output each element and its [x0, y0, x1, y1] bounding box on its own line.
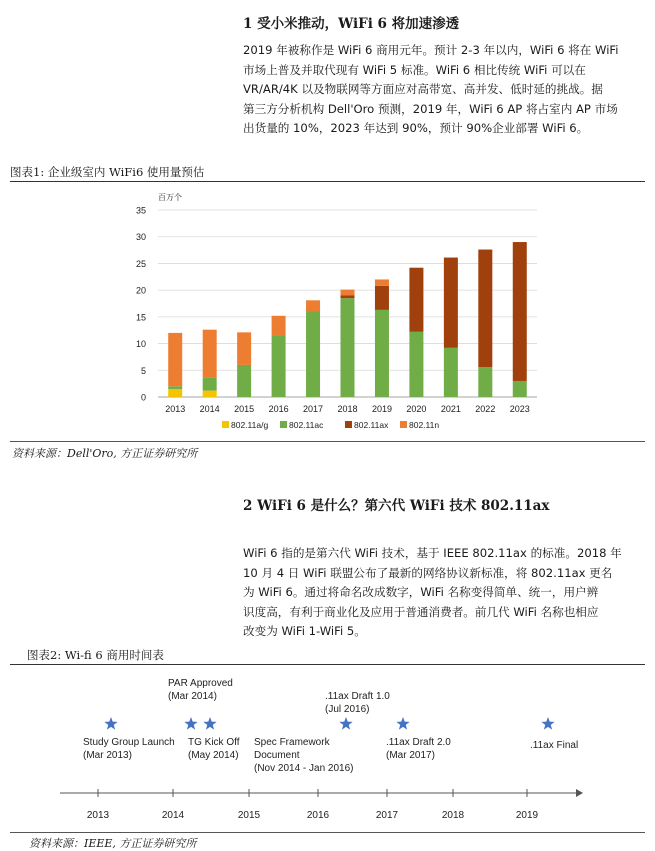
wifi6-timeline: [0, 665, 655, 830]
event-label: (Mar 2017): [386, 750, 435, 761]
y-tick-label: 30: [135, 232, 146, 243]
bar-segment: [306, 300, 320, 311]
figure-1-bottom-rule: [10, 441, 645, 442]
y-tick-label: 35: [135, 205, 146, 216]
bar-segment: [478, 250, 492, 368]
paragraph-line: 改变为 WiFi 1-WiFi 5。: [243, 624, 366, 638]
paragraph-line: 为 WiFi 6。通过将命名改成数字，WiFi 名称变得简单、统一，用户辨: [243, 585, 599, 599]
x-tick-label: 2015: [234, 404, 255, 414]
figure-1-title: 图表1: 企业级室内 WiFi6 使用量预估: [10, 165, 205, 179]
event-label: (Jul 2016): [325, 704, 370, 715]
paragraph-line: 识度高，有利于商业化及应用于普通消费者。前几代 WiFi 名称也相应: [243, 604, 599, 619]
x-tick-label: 2020: [406, 404, 427, 414]
legend-label: 802.11n: [409, 420, 440, 430]
figure-1-source: 资料来源：Dell'Oro, 方正证券研究所: [12, 447, 198, 460]
y-tick-label: 5: [140, 365, 146, 376]
event-label: (May 2014): [188, 750, 239, 761]
bar-segment: [375, 279, 389, 285]
event-label: PAR Approved: [168, 678, 233, 689]
bar-segment: [203, 391, 217, 397]
legend-swatch: [345, 421, 352, 428]
legend-swatch: [222, 421, 229, 428]
event-label: Document: [254, 750, 300, 761]
paragraph-line: WiFi 6 指的是第六代 WiFi 技术，基于 IEEE 802.11ax 的标准。2018 年: [243, 546, 622, 560]
timeline-year-label: 2017: [375, 810, 399, 821]
paragraph-line: 市场上普及并取代现有 WiFi 5 标准。WiFi 6 相比传统 WiFi 可以在: [243, 62, 586, 77]
section-1-heading: 1 受小米推动，WiFi 6 将加速渗透: [243, 16, 460, 32]
bar-segment: [203, 377, 217, 390]
legend-swatch: [280, 421, 287, 428]
y-tick-label: 20: [135, 285, 146, 296]
section-1-paragraph: [243, 41, 643, 139]
bar-segment: [409, 332, 423, 397]
bar-segment: [168, 333, 182, 386]
bar-segment: [168, 386, 182, 389]
y-axis-unit-label: 百万个: [158, 193, 182, 202]
section-2-heading: 2 WiFi 6 是什么？第六代 WiFi 技术 802.11ax: [243, 498, 550, 514]
bar-segment: [444, 348, 458, 397]
event-draft-1: [325, 691, 390, 715]
bar-segment: [237, 332, 251, 365]
x-tick-label: 2019: [371, 404, 392, 414]
event-label: (Mar 2013): [83, 750, 132, 761]
event-final: [530, 740, 578, 751]
figure-2-title: 图表2: Wi-fi 6 商用时间表: [27, 648, 164, 662]
x-tick-label: 2017: [303, 404, 324, 414]
y-tick-label: 15: [135, 312, 146, 323]
timeline-year-label: 2018: [441, 810, 465, 821]
milestone-star-icon: [203, 717, 216, 730]
legend-label: 802.11ax: [354, 420, 389, 430]
y-tick-label: 25: [135, 258, 146, 269]
event-par-approved: [168, 678, 233, 702]
bar-segment: [341, 290, 355, 296]
milestone-star-icon: [541, 717, 554, 730]
bar-segment: [341, 298, 355, 397]
milestone-star-icon: [339, 717, 352, 730]
bar-segment: [306, 312, 320, 397]
x-tick-label: 2021: [440, 404, 461, 414]
x-tick-label: 2016: [268, 404, 289, 414]
y-tick-label: 0: [140, 392, 146, 403]
paragraph-line: 出货量的 10%，2023 年达到 90%，预计 90%企业部署 WiFi 6。: [243, 121, 589, 135]
event-label: .11ax Draft 1.0: [325, 691, 390, 702]
bar-segment: [341, 295, 355, 298]
event-label: Study Group Launch: [83, 737, 175, 748]
x-tick-label: 2014: [199, 404, 220, 414]
event-label: (Nov 2014 - Jan 2016): [254, 763, 354, 774]
event-draft-2: [386, 737, 451, 761]
bar-segment: [513, 381, 527, 397]
bar-segment: [513, 242, 527, 381]
legend-label: 802.11ac: [289, 420, 324, 430]
event-spec-framework: [254, 737, 354, 774]
event-label: (Mar 2014): [168, 691, 217, 702]
paragraph-line: 第三方分析机构 Dell'Oro 预测，2019 年，WiFi 6 AP 将占室内 AP 市场: [243, 101, 618, 116]
event-label: .11ax Final: [530, 740, 579, 751]
x-tick-label: 2023: [509, 404, 530, 414]
event-tg-kickoff: [188, 737, 240, 761]
bar-segment: [272, 316, 286, 336]
event-label: TG Kick Off: [188, 737, 240, 748]
x-tick-label: 2013: [165, 404, 186, 414]
legend-swatch: [400, 421, 407, 428]
bar-segment: [409, 268, 423, 332]
event-label: Spec Framework: [254, 737, 330, 748]
x-tick-label: 2022: [475, 404, 496, 414]
paragraph-line: 2019 年被称作是 WiFi 6 商用元年。预计 2-3 年以内，WiFi 6 将在 WiFi: [243, 43, 619, 57]
figure-2-bottom-rule: [10, 832, 645, 833]
figure-2-source: 资料来源：IEEE, 方正证券研究所: [29, 837, 197, 850]
bar-segment: [168, 389, 182, 397]
bar-segment: [375, 310, 389, 397]
timeline-year-label: 2016: [306, 810, 330, 821]
bar-segment: [203, 330, 217, 378]
bar-segment: [375, 286, 389, 310]
x-tick-label: 2018: [337, 404, 358, 414]
event-study-group: [83, 737, 175, 761]
usage-forecast-chart: [10, 182, 645, 440]
timeline-year-label: 2019: [515, 810, 539, 821]
paragraph-line: VR/AR/4K 以及物联网等方面应对高带宽、高并发、低时延的挑战。据: [243, 82, 603, 96]
bar-segment: [272, 336, 286, 397]
bar-segment: [478, 367, 492, 397]
event-label: .11ax Draft 2.0: [386, 737, 451, 748]
milestone-star-icon: [396, 717, 409, 730]
section-2-paragraph: [243, 544, 643, 642]
milestone-star-icon: [184, 717, 197, 730]
timeline-arrow-icon: [576, 789, 583, 797]
timeline-year-label: 2013: [86, 810, 110, 821]
legend-label: 802.11a/g: [231, 420, 269, 430]
y-tick-label: 10: [135, 339, 146, 350]
bar-segment: [444, 258, 458, 348]
paragraph-line: 10 月 4 日 WiFi 联盟公布了最新的网络协议新标准，将 802.11ax 更名: [243, 565, 613, 580]
timeline-year-label: 2015: [237, 810, 261, 821]
milestone-star-icon: [104, 717, 117, 730]
timeline-year-label: 2014: [161, 810, 185, 821]
bar-segment: [237, 365, 251, 397]
